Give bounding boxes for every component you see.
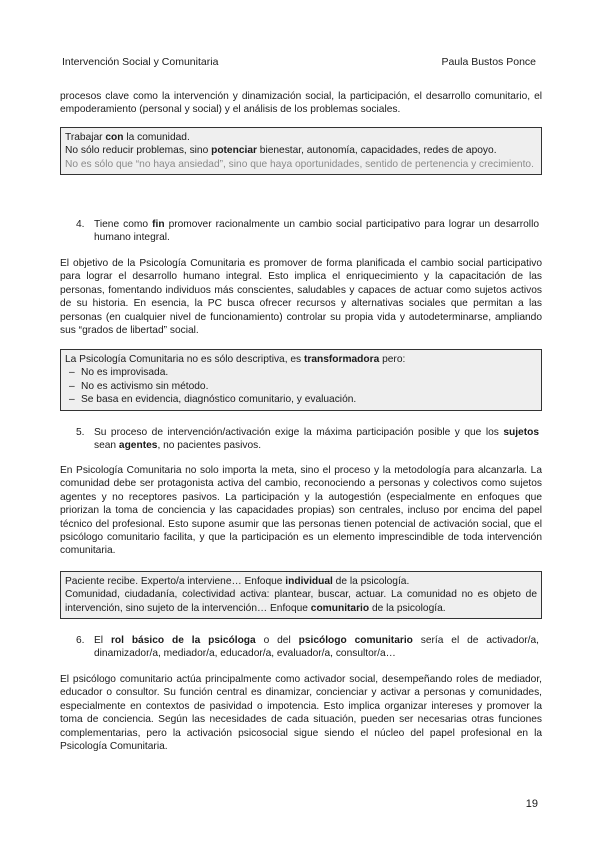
callout-2-bullet: – Se basa en evidencia, diagnóstico comunitario, y evaluación. [65,393,537,406]
header-title: Intervención Social y Comunitaria [62,56,219,68]
callout-3-line-2: Comunidad, ciudadanía, colectividad activa: plantear, buscar, actuar. La comunidad no es objeto de intervención, sino sujeto de la intervención… Enfoque comunitario de la psicología. [65,589,537,614]
callout-1-line-1: Trabajar con la comunidad. [65,132,190,143]
paragraph-objective: El objetivo de la Psicología Comunitaria es promover de forma planificada el cambio social participativo para lograr el desarrollo humano integral. Esto implica el enriquecimiento y la capacitación de las personas, fomentando individuos más conscientes, saludables y capaces de actuar como sujetos activos de su historia. En esencia, la PC busca ofrecer recursos y alternativas sociales que permitan a las personas (en cualquier nivel de funcionamiento) controlar su propia vida y autodeterminarse, ampliando sus “grados de libertad” social. [60,258,542,337]
callout-2-bullet: – No es improvisada. [65,366,537,379]
numbered-item-4: 4. Tiene como fin promover racionalmente un cambio social participativo para lograr un desarrollo humano integral. [76,219,539,244]
header-author: Paula Bustos Ponce [441,56,536,68]
paragraph-role: El psicólogo comunitario actúa principalmente como activador social, desempeñando roles de mediador, educador o consultor. Su función central es dinamizar, concienciar y activar a personas y comunidades, especialmente en contextos de pasividad o impotencia. Esto implica organizar intereses y promover la toma de conciencia. Según las necesidades de cada situación, pueden ser necesarias otras funciones complementarias, pero la activación psicosocial sigue siendo el núcleo del papel profesional en la Psicología Comunitaria. [60,674,542,753]
intro-paragraph: procesos clave como la intervención y dinamización social, la participación, el desarrollo comunitario, el empoderamiento (personal y social) y el análisis de los problemas sociales. [60,91,542,116]
callout-1-line-3: No es sólo que “no haya ansiedad”, sino que haya oportunidades, sentido de pertenencia y crecimiento. [65,158,534,170]
callout-1-line-2: No sólo reducir problemas, sino potenciar bienestar, autonomía, capacidades, redes de apoyo. [65,145,497,157]
numbered-item-5: 5. Su proceso de intervención/activación exige la máxima participación posible y que los sujetos sean agentes, no pacientes pasivos. [76,427,539,452]
callout-3-line-1: Paciente recibe. Experto/a interviene… Enfoque individual de la psicología. [65,576,410,587]
numbered-item-6: 6. El rol básico de la psicóloga o del psicólogo comunitario sería el de activador/a, dinamizador/a, mediador/a, educador/a, evaluador/a, consultor/a… [76,635,539,660]
callout-box-3 [60,571,542,619]
page-number: 19 [525,798,538,810]
callout-2-bullet: – No es activismo sin método. [65,380,537,393]
paragraph-process: En Psicología Comunitaria no solo importa la meta, sino el proceso y la metodología para alcanzarla. La comunidad debe ser protagonista activa del cambio, reconociendo a personas y colectivos como sujetos agentes y no receptores pasivos. La participación y la autogestión (especialmente en enfoques que priorizan la toma de conciencia y las capacidades propias) son centrales, incluso por encima del papel técnico del profesional. Esto supone asumir que las personas tienen potencial de activación social, que el psicólogo comunitario facilita, y que la participación es un elemento imprescindible de toda intervención comunitaria. [60,465,542,557]
callout-2-line-1: La Psicología Comunitaria no es sólo descriptiva, es transformadora pero: [65,354,406,365]
callout-box-2 [60,349,542,411]
callout-box-1 [60,127,542,175]
